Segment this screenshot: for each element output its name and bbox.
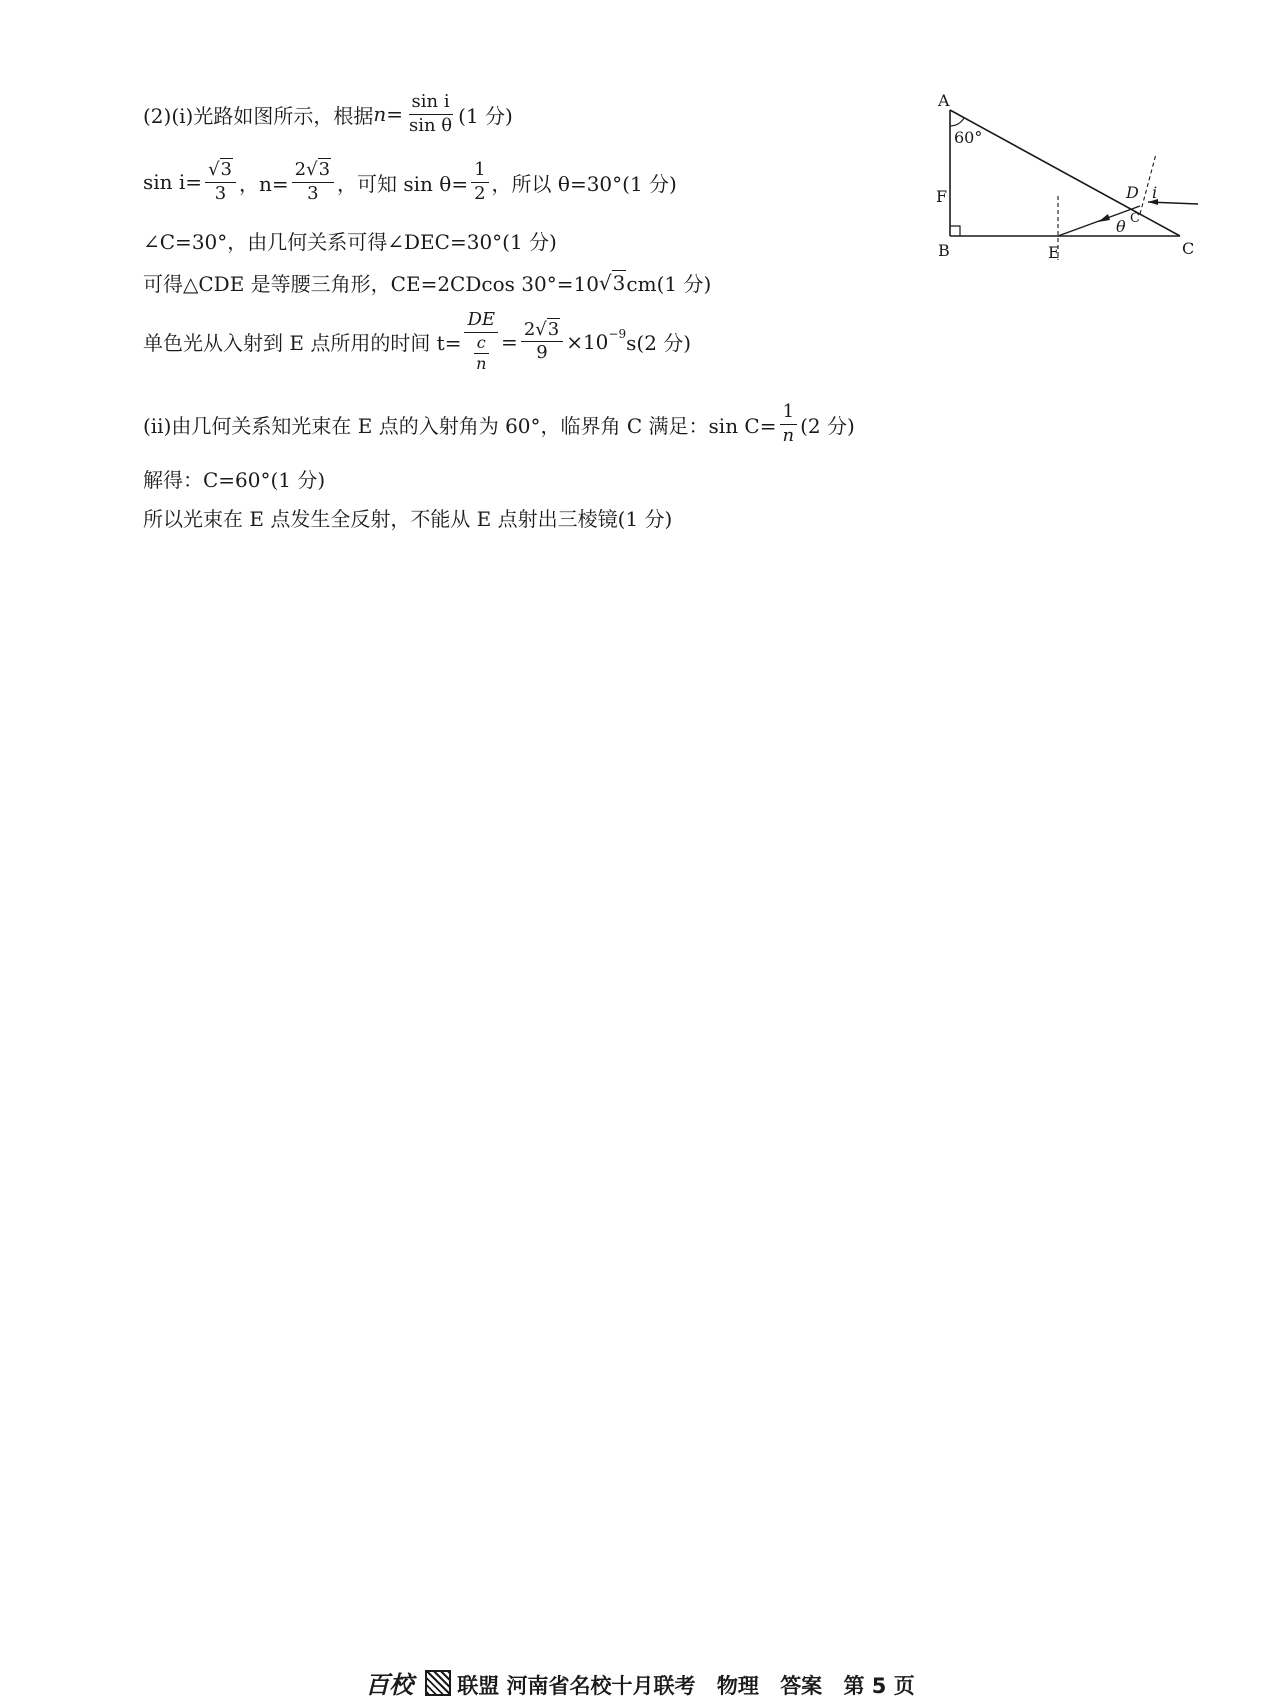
answer-line-2 [143,160,677,204]
footer-subject: 物理 [716,1674,759,1698]
line2-den3b: 3 [307,182,319,204]
label-angle-a: 60° [954,128,983,147]
line5-den-num: c [474,334,489,354]
line6-frac-1-over-n [780,402,798,446]
footer-logo: 百校 [365,1670,414,1699]
line5-eq: = [501,329,518,354]
answer-line-5 [143,310,691,373]
label-b: B [938,241,950,260]
line8-text: 所以光束在 E 点发生全反射，不能从 E 点射出三棱镜(1 分) [143,507,673,531]
line6-num: 1 [780,402,797,425]
line2-sin-i: sin i= [143,170,203,195]
line5-frac-2sqrt3-over-9: $\frac{2√3}{9}$ [521,320,563,364]
line6-den: n [782,424,795,446]
footer-brand: 联盟 [457,1674,500,1698]
line7-text: 解得：C=60°(1 分) [143,468,326,492]
line2-sqrt3: 3 [220,159,232,180]
footer-exam: 河南省名校十月联考 [506,1674,696,1698]
side-ac [950,110,1180,236]
line5-frac-de-over-c-n [464,310,498,373]
line2-mid: ，可知 sin θ= [337,171,469,196]
page-footer [0,1665,1280,1700]
label-theta: θ [1116,217,1126,236]
label-c: C [1182,239,1195,258]
line2-sep1: ，n= [239,171,289,196]
prism-diagram [930,88,1200,268]
line1-fraction [406,92,455,136]
line2-tail: ，所以 θ=30°(1 分) [491,171,677,196]
answer-line-4: 可得△CDE 是等腰三角形，CE=2CDcos 30°=10 √3 cm(1 分) [143,268,711,297]
line2-den3: 3 [214,182,227,204]
answer-line-3 [143,226,557,255]
footer-page: 第 5 页 [843,1674,915,1698]
line3-text: ∠C=30°，由几何关系可得∠DEC=30°(1 分) [143,230,557,254]
label-e: E [1048,243,1060,262]
line4-post: cm(1 分) [626,272,712,296]
line6-pre: (ⅱ)由几何关系知光束在 E 点的入射角为 60°，临界角 C 满足：sin C= [143,413,777,438]
label-a: A [938,91,950,110]
line1-prefix: (2)(ⅰ)光路如图所示，根据 [143,103,374,128]
line1-score: (1 分) [458,103,513,128]
line6-post: (2 分) [800,413,855,438]
line1-frac-num: sin i [409,92,453,115]
line1-frac-den: sin θ [408,114,453,136]
label-c-angle: C [1130,211,1140,226]
line5-den-den: n [476,354,487,374]
refracted-ray [1058,206,1140,236]
line5-two: 2 [523,318,536,340]
label-i: i [1152,183,1158,202]
line5-pre: 单色光从入射到 E 点所用的时间 t= [143,331,462,356]
line5-inner-frac [473,334,489,374]
line5-times: ×10 [566,329,609,354]
refracted-arrow [1098,214,1110,222]
answer-line-8 [143,503,672,532]
line5-sqrt3: 3 [547,318,560,340]
line4-sqrt3: 3 [612,270,626,295]
line5-post: s(2 分) [626,331,692,356]
line4-pre: 可得△CDE 是等腰三角形，CE=2CDcos 30°=10 [143,272,599,296]
seal-icon [425,1670,451,1696]
line2-two: 2 [294,159,307,180]
line5-nine: 9 [536,342,548,364]
answer-line-6 [143,402,855,446]
line2-frac-sqrt3-over-3: $\frac{√3}{3}$ [205,160,236,204]
angle-a-arc [950,118,964,126]
line5-exp: −9 [608,326,627,341]
line2-two-den: 2 [474,182,486,204]
line2-sqrt3b: 3 [318,159,331,180]
answer-line-7 [143,464,325,493]
label-d: D [1126,183,1139,202]
label-f: F [936,187,948,206]
line2-frac-half [471,160,488,204]
footer-type: 答案 [780,1674,823,1698]
line5-num: DE [464,310,498,333]
right-angle-mark [950,226,960,236]
line2-frac-2sqrt3-over-3: $\frac{2√3}{3}$ [292,160,334,204]
line1-n-eq: n= [373,102,403,127]
answer-line-1 [143,92,513,136]
line2-one: 1 [471,160,488,183]
